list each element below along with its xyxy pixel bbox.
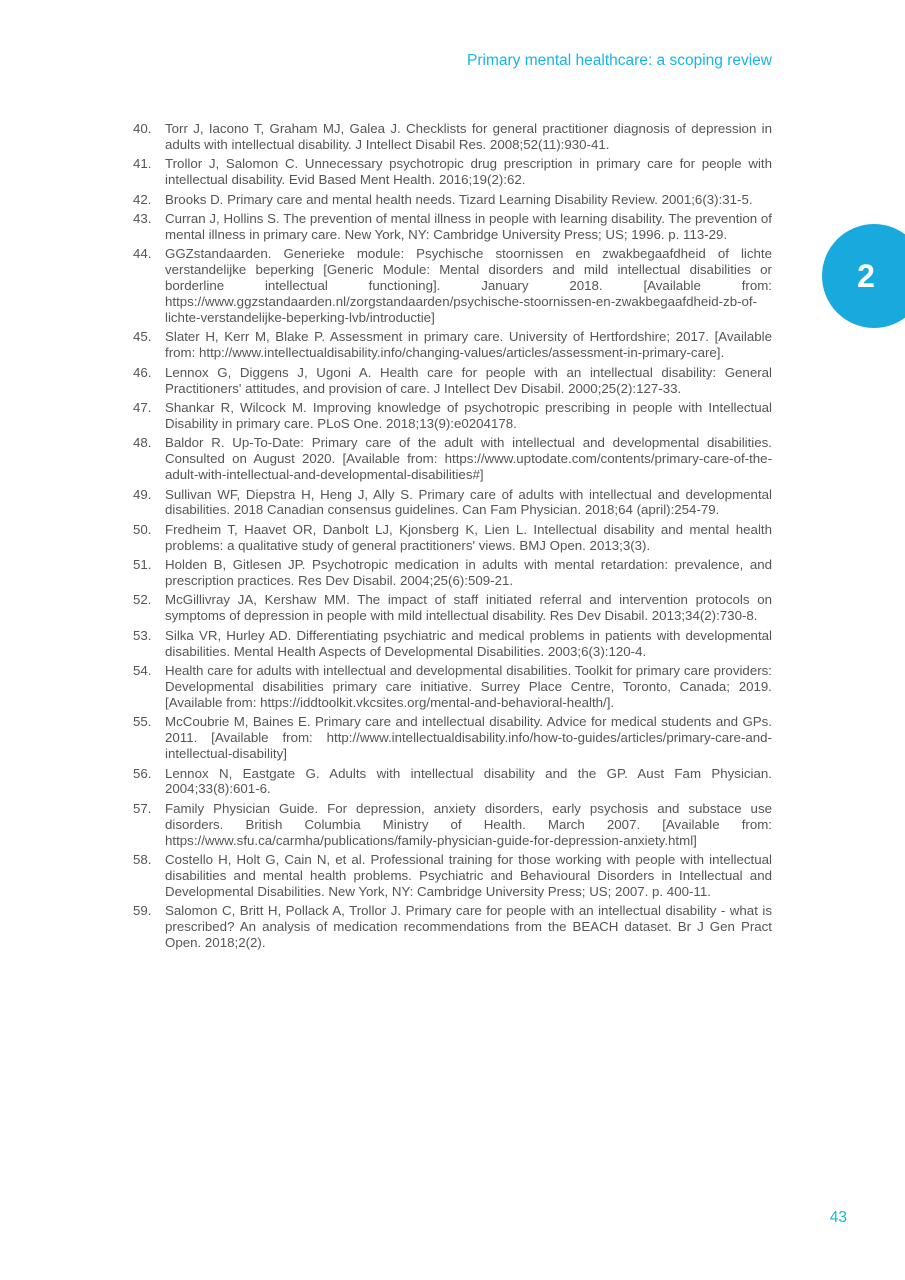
reference-item xyxy=(133,592,772,624)
reference-item xyxy=(133,192,772,208)
reference-text: McCoubrie M, Baines E. Primary care and intellectual disability. Advice for medical students and GPs. 2011. [Available from: http://www.intellectualdisability.info/how-to-guides/articles/primary-care-and-intellectual-disability] xyxy=(165,714,772,762)
reference-text: Baldor R. Up-To-Date: Primary care of the adult with intellectual and developmental disabilities. Consulted on August 2020. [Available from: https://www.uptodate.com/contents/primary-care-of-the-adult-with-intellectual-and-developmental-disabilities#] xyxy=(165,435,772,483)
reference-text: Lennox N, Eastgate G. Adults with intellectual disability and the GP. Aust Fam Physician. 2004;33(8):601-6. xyxy=(165,765,772,797)
reference-number: 41. xyxy=(133,156,152,172)
reference-item xyxy=(133,487,772,519)
reference-item xyxy=(133,663,772,711)
reference-text: Silka VR, Hurley AD. Differentiating psychiatric and medical problems in patients with developmental disabilities. Mental Health Aspects of Developmental Disabilities. 2003;6(3):120-4. xyxy=(165,627,772,659)
reference-number: 47. xyxy=(133,400,152,415)
reference-text: Health care for adults with intellectual and developmental disabilities. Toolkit for primary care providers: Developmental disabilities primary care initiative. Surrey Place Centre, Toronto, Canada; 2019. [Available from: https://iddtoolkit.vkcsites.org/mental-and-behavioral-health/]. xyxy=(165,663,772,710)
reference-item xyxy=(133,121,772,153)
reference-text: McGillivray JA, Kershaw MM. The impact of staff initiated referral and intervention protocols on symptoms of depression in people with mild intellectual disability. Res Dev Disabil. 2013;34(2):730-8. xyxy=(165,592,772,624)
chapter-number: 2 xyxy=(857,258,875,294)
reference-text: Fredheim T, Haavet OR, Danbolt LJ, Kjonsberg K, Lien L. Intellectual disability and mental health problems: a qualitative study of general practitioners' views. BMJ Open. 2013;3(3). xyxy=(165,521,772,553)
reference-item xyxy=(133,522,772,554)
reference-item xyxy=(133,156,772,188)
reference-item xyxy=(133,211,772,243)
reference-item xyxy=(133,903,772,951)
reference-number: 44. xyxy=(133,246,152,262)
reference-number: 55. xyxy=(133,714,152,730)
reference-item xyxy=(133,435,772,483)
reference-number: 57. xyxy=(133,800,152,816)
reference-number: 45. xyxy=(133,329,152,345)
reference-item xyxy=(133,400,772,432)
running-header-title: Primary mental healthcare: a scoping review xyxy=(467,52,772,69)
reference-text: Torr J, Iacono T, Graham MJ, Galea J. Checklists for general practitioner diagnosis of depression in adults with intellectual disability. J Intellect Disabil Res. 2008;52(11):930-41. xyxy=(165,121,772,152)
reference-text: Curran J, Hollins S. The prevention of mental illness in people with learning disability. The prevention of mental illness in primary care. New York, NY: Cambridge University Press; US; 1996. p. 113-29. xyxy=(165,211,772,242)
reference-number: 59. xyxy=(133,903,152,919)
reference-number: 56. xyxy=(133,765,152,781)
chapter-tab xyxy=(822,224,905,328)
reference-text: Slater H, Kerr M, Blake P. Assessment in primary care. University of Hertfordshire; 2017. [Available from: http://www.intellectualdisability.info/changing-values/articles/assessment-in-primary-care]. xyxy=(165,329,772,361)
reference-number: 52. xyxy=(133,592,152,608)
reference-text: Holden B, Gitlesen JP. Psychotropic medication in adults with mental retardation: prevalence, and prescription practices. Res Dev Disabil. 2004;25(6):509-21. xyxy=(165,557,772,589)
reference-item xyxy=(133,329,772,361)
reference-item xyxy=(133,852,772,900)
reference-number: 49. xyxy=(133,486,152,502)
reference-number: 40. xyxy=(133,121,152,136)
reference-number: 50. xyxy=(133,521,152,537)
reference-item xyxy=(133,628,772,660)
reference-number: 51. xyxy=(133,557,152,573)
reference-number: 58. xyxy=(133,852,152,868)
reference-text: Salomon C, Britt H, Pollack A, Trollor J. Primary care for people with an intellectual disability - what is prescribed? An analysis of medication recommendations from the BEACH dataset. Br J Gen Pract Open. 2018;2(2). xyxy=(165,903,772,951)
reference-number: 54. xyxy=(133,663,152,679)
reference-text: Shankar R, Wilcock M. Improving knowledge of psychotropic prescribing in people with Intellectual Disability in primary care. PLoS One. 2018;13(9):e0204178. xyxy=(165,400,772,431)
reference-item xyxy=(133,557,772,589)
reference-item xyxy=(133,714,772,762)
reference-item xyxy=(133,801,772,849)
reference-list xyxy=(133,121,772,955)
reference-number: 46. xyxy=(133,364,152,380)
reference-item xyxy=(133,766,772,798)
reference-number: 43. xyxy=(133,211,152,227)
reference-text: Lennox G, Diggens J, Ugoni A. Health care for people with an intellectual disability: General Practitioners' attitudes, and provision of care. J Intellect Dev Disabil. 2000;25(2):127-33. xyxy=(165,364,772,396)
reference-text: GGZstandaarden. Generieke module: Psychische stoornissen en zwakbegaafdheid of lichte verstandelijke beperking [Generic Module: Mental disorders and mild intellectual disabilities or borderline intellectual functioning]. January 2018. [Available from: https://www.ggzstandaarden.nl/zorgstandaarden/psychische-stoornissen-en-zwakbegaafdheid-zb-of-lichte-verstandelijke-beperking-lvb/introductie] xyxy=(165,246,772,325)
reference-text: Trollor J, Salomon C. Unnecessary psychotropic drug prescription in primary care for people with intellectual disability. Evid Based Ment Health. 2016;19(2):62. xyxy=(165,156,772,188)
reference-text: Costello H, Holt G, Cain N, et al. Professional training for those working with people with intellectual disabilities and mental health problems. Psychiatric and Behavioural Disorders in Intellectual and Developmental Disabilities. New York, NY: Cambridge University Press; US; 2007. p. 400-11. xyxy=(165,852,772,899)
reference-number: 42. xyxy=(133,191,152,207)
reference-item xyxy=(133,365,772,397)
reference-text: Sullivan WF, Diepstra H, Heng J, Ally S. Primary care of adults with intellectual and developmental disabilities. 2018 Canadian consensus guidelines. Can Fam Physician. 2018;64 (april):254-79. xyxy=(165,486,772,518)
reference-number: 53. xyxy=(133,627,152,643)
page-number: 43 xyxy=(829,1209,847,1226)
reference-number: 48. xyxy=(133,435,152,451)
reference-item xyxy=(133,246,772,326)
reference-text: Family Physician Guide. For depression, anxiety disorders, early psychosis and substace use disorders. British Columbia Ministry of Health. March 2007. [Available from: https://www.sfu.ca/carmha/publications/family-physician-guide-for-depression-anxiety.html] xyxy=(165,800,772,848)
reference-text: Brooks D. Primary care and mental health needs. Tizard Learning Disability Review. 2001;6(3):31-5. xyxy=(165,191,753,207)
